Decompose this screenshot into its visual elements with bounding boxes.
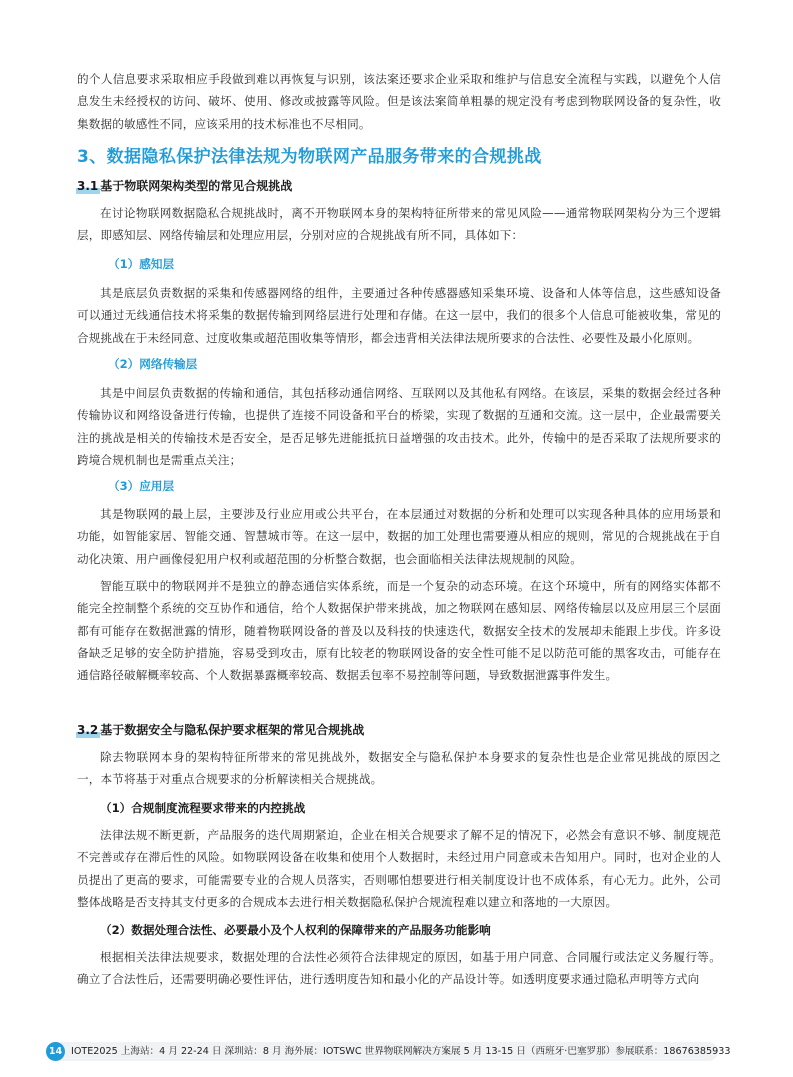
section-3-1-intro: 在讨论物联网数据隐私合规挑战时，离不开物联网本身的架构特征所带来的常见风险——通常物联网架构分为三个逻辑层，即感知层、网络传输层和处理应用层，分别对应的合规挑战有所不同，具体如下： bbox=[77, 206, 721, 243]
layer-1-heading: （1）感知层 bbox=[108, 257, 175, 271]
layer-3-text: 其是物联网的最上层，主要涉及行业应用或公共平台，在本层通过对数据的分析和处理可以实现各种具体的应用场景和功能，如智能家居、智能交通、智慧城市等。在这一层中，数据的加工处理也需要遵从相应的规则，常见的合规挑战在于自动化决策、用户画像侵犯用户权利或超范围的分析整合数据，也会面临相关法律法规规制的风险。 bbox=[77, 507, 721, 566]
section-3-title: 3、数据隐私保护法律法规为物联网产品服务带来的合规挑战 bbox=[77, 147, 542, 167]
footer-event-info: IOTE2025 上海站：4 月 22-24 日 深圳站：8 月 海外展：IOTSWC 世界物联网解决方案展 5 月 13-15 日（西班牙·巴塞罗那）参展联系：18676385933 bbox=[71, 1046, 731, 1057]
intro-paragraph: 的个人信息要求采取相应手段做到难以再恢复与识别，该法案还要求企业采取和维护与信息安全流程与实践，以避免个人信息发生未经授权的访问、破坏、使用、修改或披露等风险。但是该法案简单粗暴的规定没有考虑到物联网设备的复杂性，收集数据的敏感性不同，应该采用的技术标准也不尽相同。 bbox=[77, 72, 721, 131]
item-2-heading: （2）数据处理合法性、必要最小及个人权利的保障带来的产品服务功能影响 bbox=[100, 923, 491, 937]
layer-1-text: 其是底层负责数据的采集和传感器网络的组件，主要通过各种传感器感知采集环境、设备和人体等信息，这些感知设备可以通过无线通信技术将采集的数据传输到网络层进行处理和存储。在这一层中，我们的很多个人信息可能被收集，常见的合规挑战在于未经同意、过度收集或超范围收集等情形，都会违背相关法律法规所要求的合法性、必要性及最小化原则。 bbox=[77, 286, 721, 345]
section-3-1-number: 3.1 bbox=[77, 176, 100, 196]
item-1-heading: （1）合规制度流程要求带来的内控挑战 bbox=[100, 801, 306, 815]
page-number-badge: 14 bbox=[46, 1042, 65, 1061]
item-2-text: 根据相关法律法规要求，数据处理的合法性必须符合法律规定的原因，如基于用户同意、合同履行或法定义务履行等。确立了合法性后，还需要明确必要性评估，进行透明度告知和最小化的产品设计等。如透明度要求通过隐私声明等方式向 bbox=[77, 950, 721, 987]
section-3-2-intro: 除去物联网本身的架构特征所带来的常见挑战外，数据安全与隐私保护本身要求的复杂性也是企业常见挑战的原因之一，本节将基于对重点合规要求的分析解读相关合规挑战。 bbox=[77, 750, 721, 787]
item-1-text: 法律法规不断更新，产品服务的迭代周期紧迫，企业在相关合规要求了解不足的情况下，必然会有意识不够、制度规范不完善或存在滞后性的风险。如物联网设备在收集和使用个人数据时，未经过用户同意或未告知用户。同时，也对企业的人员提出了更高的要求，可能需要专业的合规人员落实，否则哪怕想要进行相关制度设计也不成体系，有心无力。此外，公司整体战略是否支持其支付更多的合规成本去进行相关数据隐私保护合规流程难以建立和落地的一大原因。 bbox=[77, 828, 721, 909]
section-3-2-title: 基于数据安全与隐私保护要求框架的常见合规挑战 bbox=[100, 723, 365, 737]
section-3-2-number: 3.2 bbox=[77, 720, 100, 740]
layer-2-text: 其是中间层负责数据的传输和通信，其包括移动通信网络、互联网以及其他私有网络。在该层，采集的数据会经过各种传输协议和网络设备进行传输，也提供了连接不同设备和平台的桥梁，实现了数据的互通和交流。这一层中，企业最需要关注的挑战是相关的传输技术是否安全，是否足够先进能抵抗日益增强的攻击技术。此外，传输中的是否采取了法规所要求的跨境合规机制也是需重点关注； bbox=[77, 386, 721, 467]
section-3-1-summary: 智能互联中的物联网并不是独立的静态通信实体系统，而是一个复杂的动态环境。在这个环境中，所有的网络实体都不能完全控制整个系统的交互协作和通信，给个人数据保护带来挑战，加之物联网在感知层、网络传输层以及应用层三个层面都有可能存在数据泄露的情形，随着物联网设备的普及以及科技的快速迭代，数据安全技术的发展却未能跟上步伐。许多设备缺乏足够的安全防护措施，容易受到攻击，原有比较老的物联网设备的安全性可能不足以防范可能的黑客攻击，可能存在通信路径破解概率较高、个人数据暴露概率较高、数据丢包率不易控制等问题，导致数据泄露事件发生。 bbox=[77, 579, 721, 683]
layer-3-heading: （3）应用层 bbox=[108, 479, 175, 493]
section-3-1-title: 基于物联网架构类型的常见合规挑战 bbox=[100, 179, 293, 193]
layer-2-heading: （2）网络传输层 bbox=[108, 357, 198, 371]
section-3-2-heading bbox=[77, 720, 364, 740]
section-3-1-heading bbox=[77, 176, 292, 196]
